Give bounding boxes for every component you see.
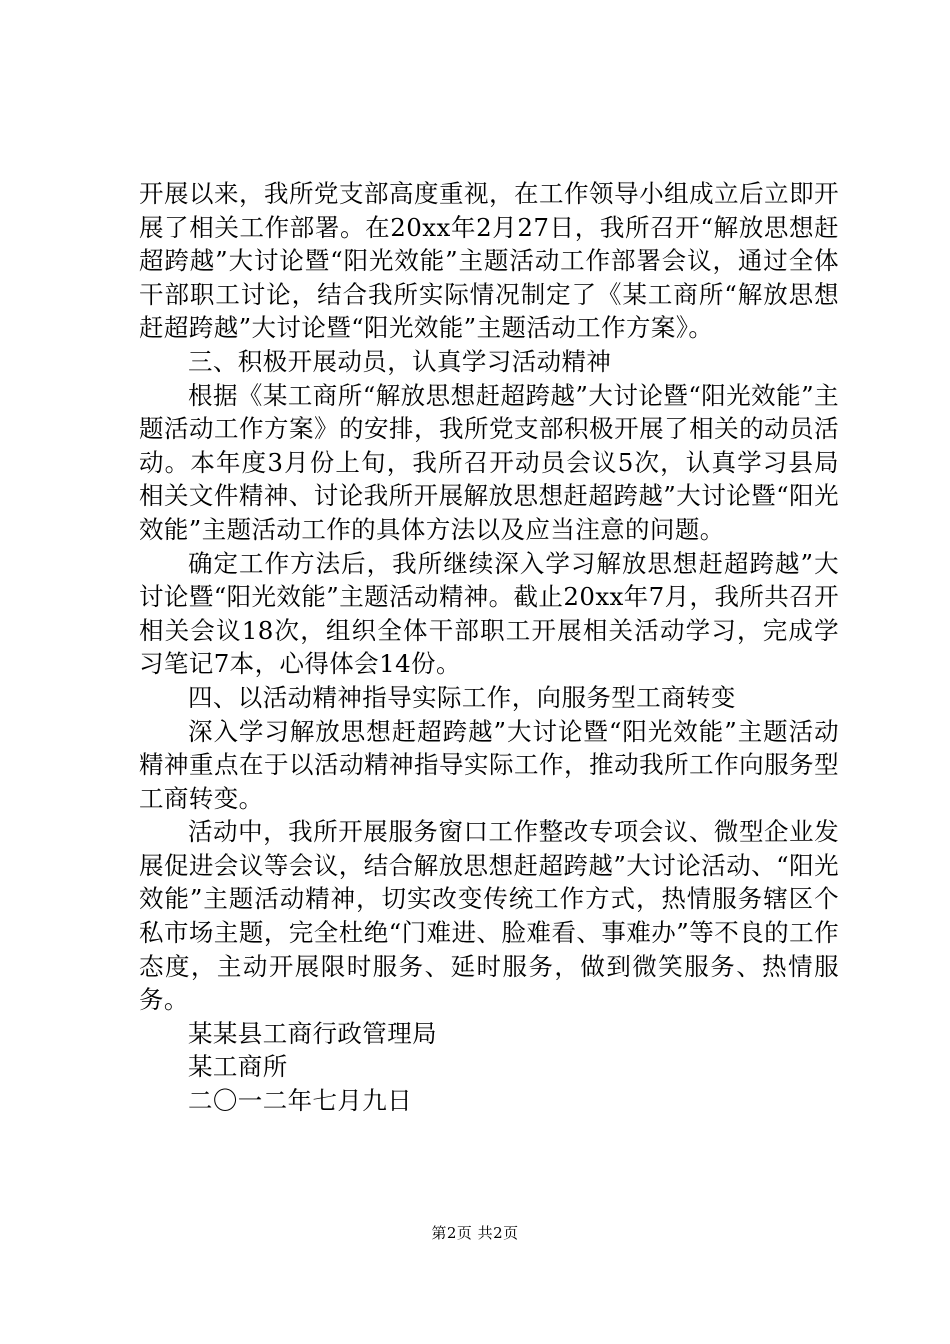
paragraph-mobilization: 根据《某工商所“解放思想赶超跨越”大讨论暨“阳光效能”主题活动工作方案》的安排，我所党支部积极开展了相关的动员活动。本年度3月份上旬，我所召开动员会议5次，认真学习县局相关文件精神、讨论我所开展解放思想赶超跨越”大讨论暨“阳光效能”主题活动工作的具体方法以及应当注意的问题。: [139, 380, 839, 544]
section-heading-3: 三、积极开展动员，认真学习活动精神: [188, 346, 612, 376]
page-footer: 第2页 共2页: [431, 1224, 519, 1242]
signature-unit: 某工商所: [188, 1052, 288, 1082]
signature-date: 二〇一二年七月九日: [188, 1086, 413, 1116]
paragraph-continuation: 开展以来，我所党支部高度重视，在工作领导小组成立后立即开展了相关工作部署。在20xx年2月27日，我所召开“解放思想赶超跨越”大讨论暨“阳光效能”主题活动工作部署会议，通过全体干部职工讨论，结合我所实际情况制定了《某工商所“解放思想赶超跨越”大讨论暨“阳光效能”主题活动工作方案》。: [139, 179, 839, 343]
document-body: [139, 177, 839, 1118]
section-heading-4: 四、以活动精神指导实际工作，向服务型工商转变: [188, 682, 736, 712]
signature-org: 某某县工商行政管理局: [188, 1018, 437, 1048]
paragraph-activities: 活动中，我所开展服务窗口工作整改专项会议、微型企业发展促进会议等会议，结合解放思想赶超跨越”大讨论活动、“阳光效能”主题活动精神，切实改变传统工作方式，热情服务辖区个私市场主题，完全杜绝“门难进、脸难看、事难办”等不良的工作态度，主动开展限时服务、延时服务，做到微笑服务、热情服务。: [139, 817, 839, 1015]
paragraph-guidance: 深入学习解放思想赶超跨越”大讨论暨“阳光效能”主题活动精神重点在于以活动精神指导实际工作，推动我所工作向服务型工商转变。: [139, 716, 839, 813]
paragraph-study: 确定工作方法后，我所继续深入学习解放思想赶超跨越”大讨论暨“阳光效能”主题活动精神。截止20xx年7月，我所共召开相关会议18次，组织全体干部职工开展相关活动学习，完成学习笔记7本，心得体会14份。: [139, 548, 839, 679]
